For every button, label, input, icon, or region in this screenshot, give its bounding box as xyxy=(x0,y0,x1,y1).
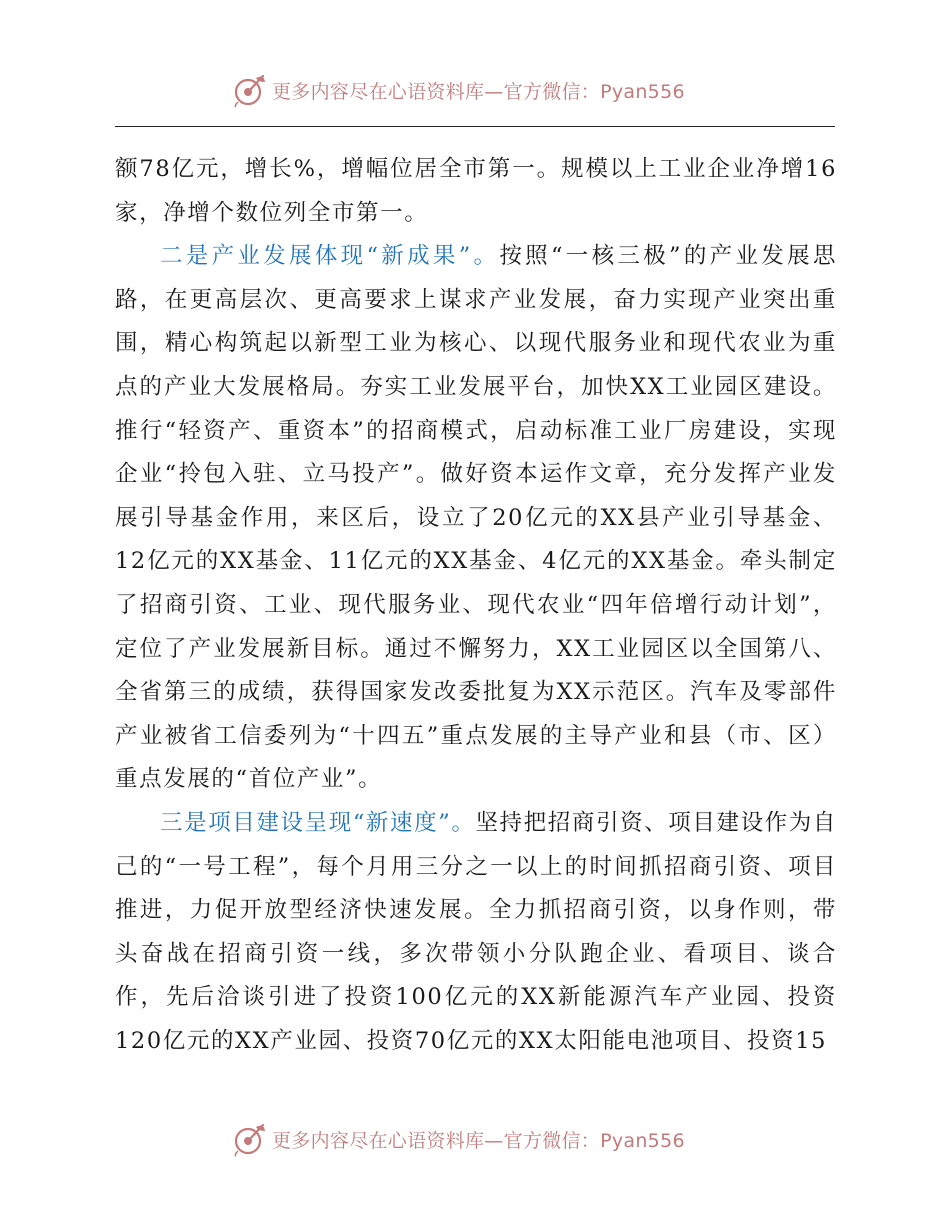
header-watermark xyxy=(232,70,685,110)
paragraph-1 xyxy=(115,148,837,235)
paragraph-3-lead: 三是项目建设呈现“新速度”。 xyxy=(160,809,476,836)
paragraph-2-lead: 二是产业发展体现“新成果”。 xyxy=(160,243,500,270)
paragraph-1-text: 额78亿元，增长%，增幅位居全市第一。规模以上工业企业净增16家，净增个数位列全市第一。 xyxy=(115,156,837,226)
watermark-text: 更多内容尽在心语资料库—官方微信：Pyan556 xyxy=(272,1129,685,1152)
watermark-text: 更多内容尽在心语资料库—官方微信：Pyan556 xyxy=(272,80,685,103)
paragraph-3 xyxy=(115,802,837,1064)
quill-logo-icon xyxy=(232,1121,268,1157)
header-divider xyxy=(115,126,835,127)
quill-logo-icon xyxy=(232,72,268,108)
document-body xyxy=(115,148,837,1063)
paragraph-2 xyxy=(115,235,837,802)
paragraph-3-text: 坚持把招商引资、项目建设作为自己的“一号工程”，每个月用三分之一以上的时间抓招商引资、项目推进，力促开放型经济快速发展。全力抓招商引资，以身作则，带头奋战在招商引资一线，多次带领小分队跑企业、看项目、谈合作，先后洽谈引进了投资100亿元的XX新能源汽车产业园、投资120亿元的XX产业园、投资70亿元的XX太阳能电池项目、投资15 xyxy=(115,809,837,1054)
footer-watermark xyxy=(232,1119,685,1159)
paragraph-2-text: 按照“一核三极”的产业发展思路，在更高层次、更高要求上谋求产业发展，奋力实现产业突出重围，精心构筑起以新型工业为核心、以现代服务业和现代农业为重点的产业大发展格局。夯实工业发展平台，加快XX工业园区建设。推行“轻资产、重资本”的招商模式，启动标准工业厂房建设，实现企业“拎包入驻、立马投产”。做好资本运作文章，充分发挥产业发展引导基金作用，来区后，设立了20亿元的XX县产业引导基金、12亿元的XX基金、11亿元的XX基金、4亿元的XX基金。牵头制定了招商引资、工业、现代服务业、现代农业“四年倍增行动计划”，定位了产业发展新目标。通过不懈努力，XX工业园区以全国第八、全省第三的成绩，获得国家发改委批复为XX示范区。汽车及零部件产业被省工信委列为“十四五”重点发展的主导产业和县（市、区）重点发展的“首位产业”。 xyxy=(115,243,838,793)
